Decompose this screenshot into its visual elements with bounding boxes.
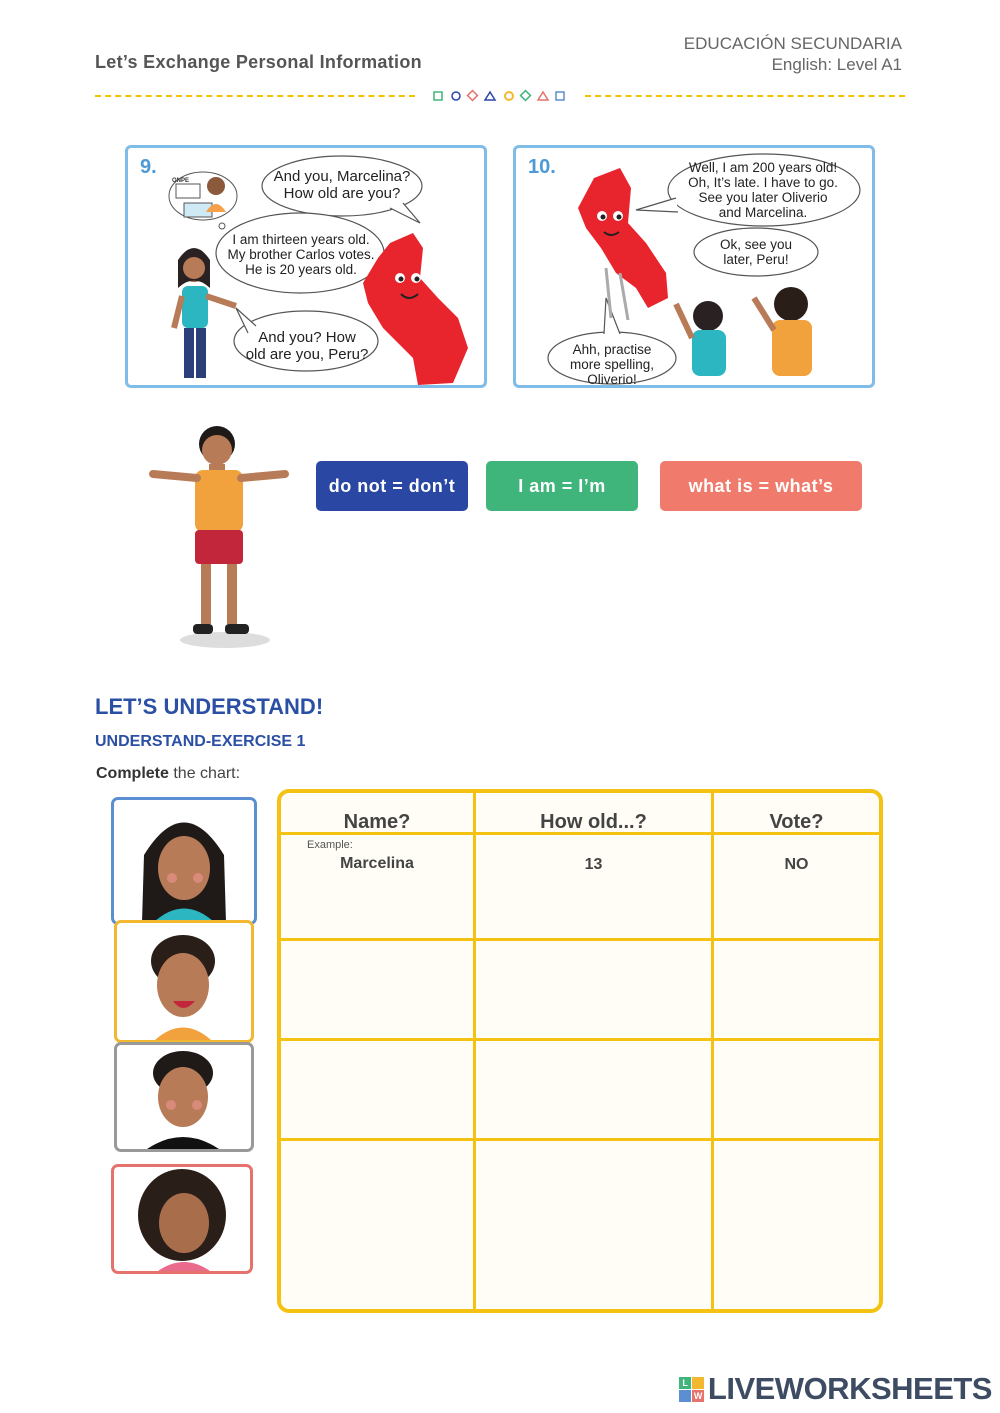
page-title: Let’s Exchange Personal Information [95,52,422,72]
girl-face-icon [114,800,254,922]
bubble-line: and Marcelina. [718,205,808,220]
girl-face-icon [114,1167,250,1271]
comic-panel-9 [125,145,487,388]
instruction [96,765,240,783]
boy-face-icon [117,1045,251,1149]
level-line-1: EDUCACIÓN SECUNDARIA [683,34,902,53]
header-vote: Vote? [769,811,824,833]
answer-cell-vote-3[interactable] [714,1141,879,1301]
panel-number: 9. [140,156,157,178]
bubble-line: And you, Marcelina? [273,168,411,185]
onpe-label: ONPE [172,178,190,184]
level-info [684,33,902,75]
panel-number: 10. [528,156,556,178]
liveworksheets-logo-icon [679,1377,704,1402]
liveworksheets-logo [679,1371,992,1407]
bubble-line: Ahh, practise [572,342,652,357]
speech-bubble-3 [234,329,380,363]
answer-cell-name-1[interactable] [281,941,473,1038]
example-label: Example: [307,839,353,851]
instruction-bold: Complete [96,765,169,782]
header-how-old: How old...? [540,811,647,833]
speech-bubble-2 [220,232,382,277]
header-name: Name? [343,811,411,833]
bubble-line: later, Peru! [723,252,789,267]
instruction-rest: the chart: [168,765,241,782]
face-girl-curly [111,1164,253,1274]
boy-face-icon [117,923,251,1040]
answer-cell-age-3[interactable] [476,1141,711,1301]
speech-bubble-1 [262,168,422,202]
comic-panel-10 [513,145,875,388]
face-marcelina [111,797,257,925]
speech-bubble-1 [672,160,854,220]
section-subtitle: UNDERSTAND-EXERCISE 1 [95,733,306,750]
contraction-whats: what is = what’s [660,461,862,511]
bubble-line: My brother Carlos votes. [227,247,375,262]
answer-cell-vote-1[interactable] [714,941,879,1038]
bubble-line: Well, I am 200 years old! [688,160,838,175]
bubble-line: And you? How [258,329,356,346]
logo-letter-l: L [679,1377,691,1389]
speech-bubble-2 [701,237,811,267]
face-boy-curly [114,920,254,1043]
contraction-im: I am = I’m [486,461,638,511]
logo-letter-w: W [693,1390,702,1401]
section-title: LET’S UNDERSTAND! [95,694,324,719]
answer-cell-vote-2[interactable] [714,1041,879,1138]
bubble-line: Oliverio! [587,372,637,387]
example-vote: NO [784,856,809,873]
speech-bubble-3 [556,342,668,387]
bubble-line: old are you, Peru? [245,346,369,363]
answer-cell-age-2[interactable] [476,1041,711,1138]
answer-cell-name-2[interactable] [281,1041,473,1138]
bubble-line: See you later Oliverio [698,190,828,205]
contraction-dont: do not = don’t [316,461,468,511]
chart-table [277,789,883,1313]
bubble-line: He is 20 years old. [245,262,357,277]
face-boy-black-shirt [114,1042,254,1152]
bubble-line: How old are you? [283,185,401,202]
header-divider-left [95,95,415,97]
header-divider-right [585,95,905,97]
bubble-line: Oh, It’s late. I have to go. [688,175,838,190]
decorative-shapes-icon [432,89,568,103]
bubble-line: Ok, see you [719,237,793,252]
bubble-line: I am thirteen years old. [232,232,370,247]
answer-cell-age-1[interactable] [476,941,711,1038]
brand-name: LIVEWORKSHEETS [707,1371,992,1406]
example-name: Marcelina [340,855,414,872]
bubble-line: more spelling, [569,357,655,372]
example-age: 13 [584,856,603,873]
boy-illustration [145,420,295,652]
level-line-2: English: Level A1 [771,55,902,74]
answer-cell-name-3[interactable] [281,1141,473,1301]
